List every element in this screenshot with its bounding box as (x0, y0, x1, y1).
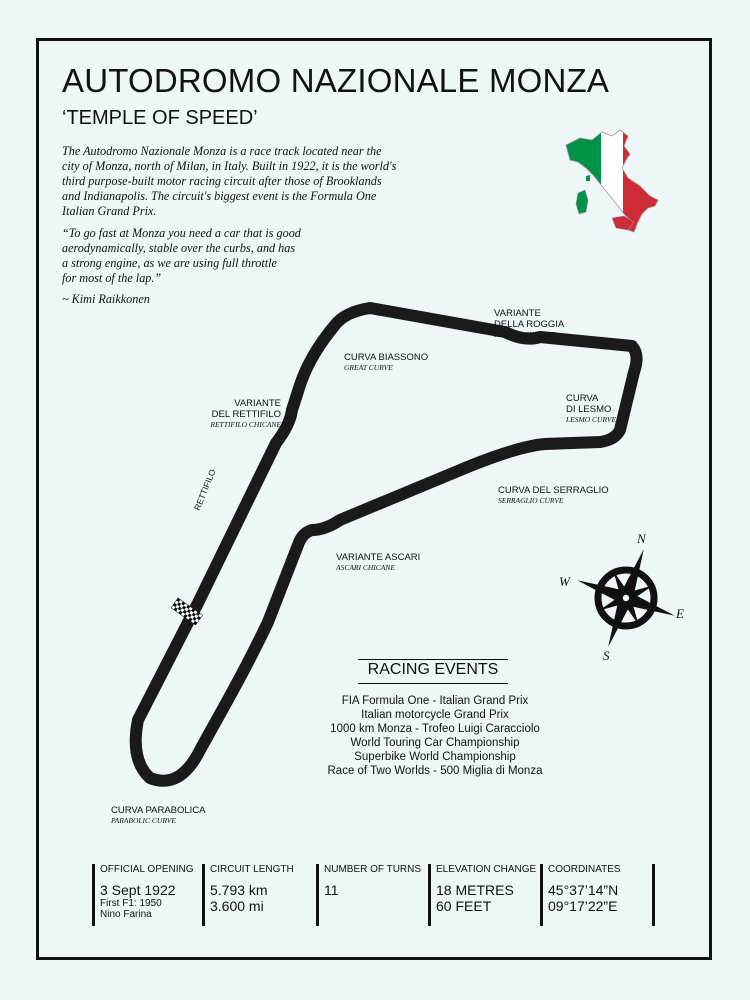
corner-label-biassono (344, 341, 428, 383)
stat-label: OFFICIAL OPENING (100, 864, 194, 875)
compass-north: N (637, 531, 646, 546)
poster-title: AUTODROMO NAZIONALE MONZA (62, 62, 610, 99)
corner-name: VARIANTE DEL RETTIFILO (211, 398, 281, 420)
compass-west: W (559, 574, 570, 589)
stats-end-divider (652, 864, 655, 926)
stat-value: 11 (324, 882, 339, 898)
events-list (290, 694, 580, 778)
poster-subtitle: ‘TEMPLE OF SPEED’ (62, 107, 258, 129)
circuit-stats (92, 864, 657, 926)
stat-elevation (428, 864, 536, 926)
corner-label-lesmo (566, 382, 616, 435)
stat-value-2: 3.600 mi (210, 898, 264, 914)
stat-sub: First F1: 1950 (100, 898, 162, 909)
corner-sub: SERRAGLIO CURVE (498, 496, 564, 505)
event-item: Italian motorcycle Grand Prix (361, 709, 509, 721)
stat-value: 45°37’14”N (548, 882, 619, 898)
stat-sub: Nino Farina (100, 909, 152, 920)
corner-name: CURVA DI LESMO (566, 393, 612, 415)
quote-author: ~ Kimi Raikkonen (62, 292, 150, 306)
stat-value-2: 60 FEET (436, 898, 492, 914)
event-item: 1000 km Monza - Trofeo Luigi Caracciolo (330, 723, 540, 735)
corner-label-rettifilo (170, 387, 281, 440)
event-item: FIA Formula One - Italian Grand Prix (341, 695, 529, 707)
corner-label-parabolica (111, 794, 206, 836)
stat-label: NUMBER OF TURNS (324, 864, 422, 875)
stat-label: CIRCUIT LENGTH (210, 864, 294, 875)
event-item: Superbike World Championship (354, 751, 516, 763)
stat-value: 3 Sept 1922 (100, 882, 176, 898)
corner-label-ascari (336, 541, 420, 583)
stat-coordinates (540, 864, 621, 926)
corner-name: VARIANTE ASCARI (336, 552, 421, 563)
driver-quote: “To go fast at Monza you need a car that is good aerodynamically, stable over the curbs, and has a strong engine, as we are using full throttle for most of the lap.” (62, 226, 301, 285)
corner-sub: PARABOLIC CURVE (111, 816, 176, 825)
corner-label-serraglio (498, 474, 609, 516)
event-item: World Touring Car Championship (350, 737, 520, 749)
corner-sub: ASCARI CHICANE (336, 563, 395, 572)
stat-value-2: 09°17’22”E (548, 898, 618, 914)
straight-label-rettifilo: RETTIFILO (192, 467, 218, 512)
compass-east: E (676, 606, 684, 621)
corner-sub: ROGGIA CHICANE (494, 330, 556, 339)
stat-opening (92, 864, 194, 926)
stat-turns (316, 864, 421, 926)
compass-south: S (603, 648, 610, 663)
stat-label: ELEVATION CHANGE (436, 864, 537, 875)
stat-value: 5.793 km (210, 882, 268, 898)
corner-name: VARIANTE DELLA ROGGIA (494, 308, 565, 330)
stat-length (202, 864, 294, 926)
corner-name: CURVA PARABOLICA (111, 805, 206, 816)
corner-sub: LESMO CURVE (566, 415, 617, 424)
corner-name: CURVA BIASSONO (344, 352, 429, 363)
intro-paragraph: The Autodromo Nazionale Monza is a race track located near the city of Monza, north of Milan, in Italy. Built in 1922, it is the world's third purpose-built motor racing circuit after those of Brooklands and Indianapolis. The circuit's biggest event is the Formula One Italian Grand Prix. (62, 144, 397, 218)
corner-sub: GREAT CURVE (344, 363, 393, 372)
stat-label: COORDINATES (548, 864, 621, 875)
corner-sub: RETTIFILO CHICANE (210, 420, 281, 429)
compass-rose-icon (575, 547, 678, 650)
corner-name: CURVA DEL SERRAGLIO (498, 485, 609, 496)
events-heading: RACING EVENTS (358, 661, 508, 684)
stat-value: 18 METRES (436, 882, 514, 898)
event-item: Race of Two Worlds - 500 Miglia di Monza (327, 765, 543, 777)
corner-label-roggia (494, 297, 564, 350)
